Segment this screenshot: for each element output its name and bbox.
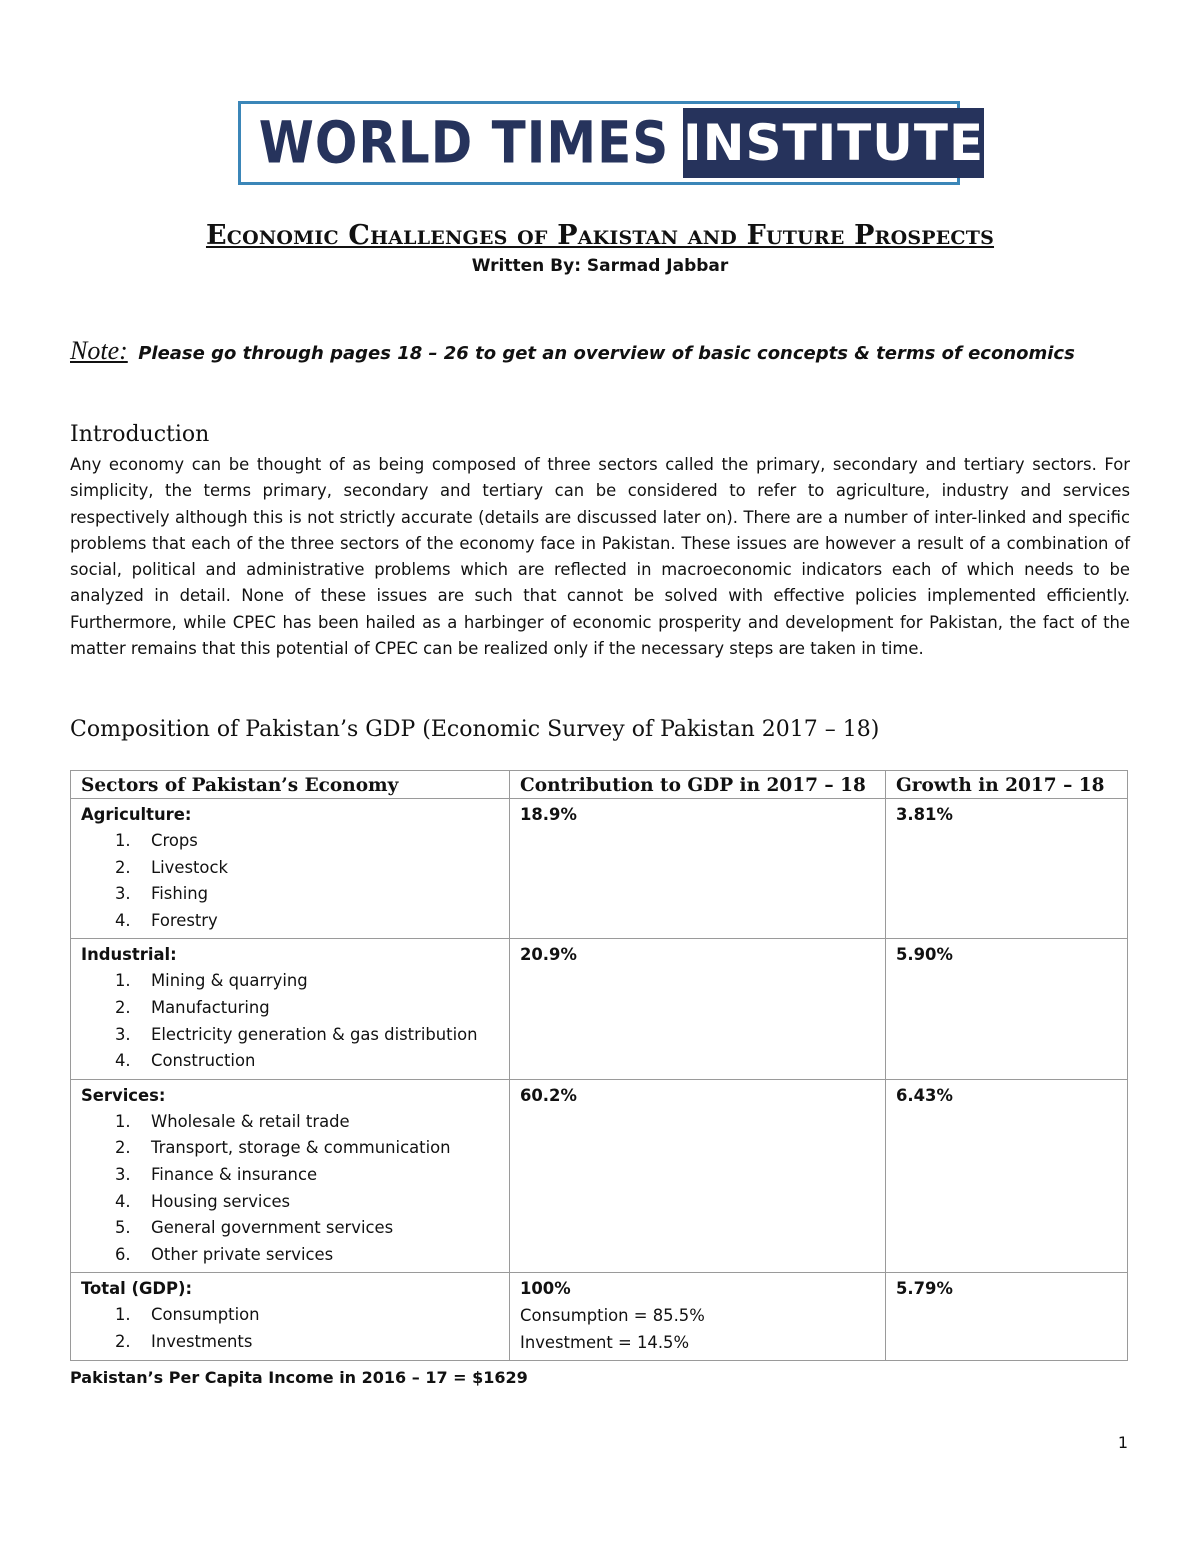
list-item: 1. Mining & quarrying: [115, 971, 308, 991]
contribution-value: 20.9%: [520, 945, 577, 965]
column-header-growth: Growth in 2017 – 18: [886, 771, 1128, 799]
sector-subitems: [81, 968, 499, 1074]
growth-cell: [886, 1273, 1128, 1361]
introduction-heading: Introduction: [70, 422, 210, 447]
sector-cell: [71, 939, 510, 1079]
note: [70, 336, 1150, 366]
growth-cell: [886, 799, 1128, 939]
growth-value: 5.79%: [896, 1279, 953, 1299]
document-title: Economic Challenges of Pakistan and Future Prospects: [205, 220, 995, 251]
list-item: 2. Manufacturing: [115, 997, 270, 1017]
table-row: [71, 1079, 1128, 1273]
sector-cell: [71, 1273, 510, 1361]
sector-subitems: [81, 1302, 499, 1355]
contribution-cell: [510, 799, 886, 939]
list-item: 3. Finance & insurance: [115, 1164, 318, 1184]
growth-cell: [886, 939, 1128, 1079]
contribution-cell: [510, 1079, 886, 1273]
contribution-value: 100%: [520, 1279, 571, 1299]
list-item: 1. Wholesale & retail trade: [115, 1111, 350, 1131]
growth-cell: [886, 1079, 1128, 1273]
world-times-institute-logo: [238, 101, 985, 185]
growth-value: 3.81%: [896, 805, 953, 824]
column-header-sectors: Sectors of Pakistan’s Economy: [71, 771, 510, 799]
list-item: 2. Transport, storage & communication: [115, 1138, 451, 1158]
list-item: 2. Investments: [115, 1331, 253, 1351]
sector-subitems: [81, 1109, 499, 1269]
gdp-composition-table: [70, 770, 1128, 1361]
sector-subitems: [81, 828, 499, 934]
sector-name: Services:: [81, 1085, 166, 1105]
contribution-cell: [510, 939, 886, 1079]
list-item: 1. Consumption: [115, 1305, 260, 1325]
sector-cell: [71, 799, 510, 939]
table-header-row: [71, 771, 1128, 799]
consumption-share: Consumption = 85.5%: [520, 1306, 705, 1326]
per-capita-income: Pakistan’s Per Capita Income in 2016 – 17 = $1629: [70, 1368, 528, 1387]
investment-share: Investment = 14.5%: [520, 1333, 690, 1353]
note-text: Please go through pages 18 – 26 to get an overview of basic concepts & terms of economics: [138, 343, 1075, 364]
list-item: 4. Construction: [115, 1051, 256, 1071]
list-item: 4. Forestry: [115, 910, 218, 930]
contribution-value: 18.9%: [520, 805, 577, 824]
contribution-value: 60.2%: [520, 1085, 577, 1105]
list-item: 6. Other private services: [115, 1244, 334, 1264]
contribution-cell: [510, 1273, 886, 1361]
table-row: [71, 799, 1128, 939]
logo-right-text: INSTITUTE: [683, 108, 984, 178]
list-item: 4. Housing services: [115, 1191, 291, 1211]
sector-name: Total (GDP):: [81, 1279, 193, 1299]
sector-name: Agriculture:: [81, 805, 192, 824]
sector-name: Industrial:: [81, 945, 177, 965]
list-item: 5. General government services: [115, 1218, 394, 1238]
list-item: 1. Crops: [115, 831, 198, 850]
list-item: 3. Fishing: [115, 884, 209, 904]
growth-value: 6.43%: [896, 1085, 953, 1105]
list-item: 2. Livestock: [115, 857, 228, 877]
list-item: 3. Electricity generation & gas distribution: [115, 1024, 478, 1044]
column-header-contribution: Contribution to GDP in 2017 – 18: [510, 771, 886, 799]
growth-value: 5.90%: [896, 945, 953, 965]
table-row: [71, 1273, 1128, 1361]
introduction-paragraph: Any economy can be thought of as being composed of three sectors called the primary, secondary and tertiary sectors. For simplicity, the terms primary, secondary and tertiary can be considered to refer to agriculture, industry and services respectively although this is not strictly accurate (details are discussed later on). There are a number of inter-linked and specific problems that each of the three sectors of the economy face in Pakistan. These issues are however a result of a combination of social, political and administrative problems which are reflected in macroeconomic indicators each of which needs to be analyzed in detail. None of these issues are such that cannot be solved with effective policies implemented efficiently. Furthermore, while CPEC has been hailed as a harbinger of economic prosperity and development for Pakistan, the fact of the matter remains that this potential of CPEC can be realized only if the necessary steps are taken in time.: [70, 455, 1130, 659]
document-author: Written By: Sarmad Jabbar: [471, 256, 729, 276]
gdp-composition-heading: Composition of Pakistan’s GDP (Economic Survey of Pakistan 2017 – 18): [70, 717, 880, 742]
sector-cell: [71, 1079, 510, 1273]
page-number: 1: [1117, 1433, 1128, 1452]
logo-left-text: WORLD TIMES: [258, 109, 670, 177]
note-label: Note:: [70, 336, 128, 365]
table-row: [71, 939, 1128, 1079]
